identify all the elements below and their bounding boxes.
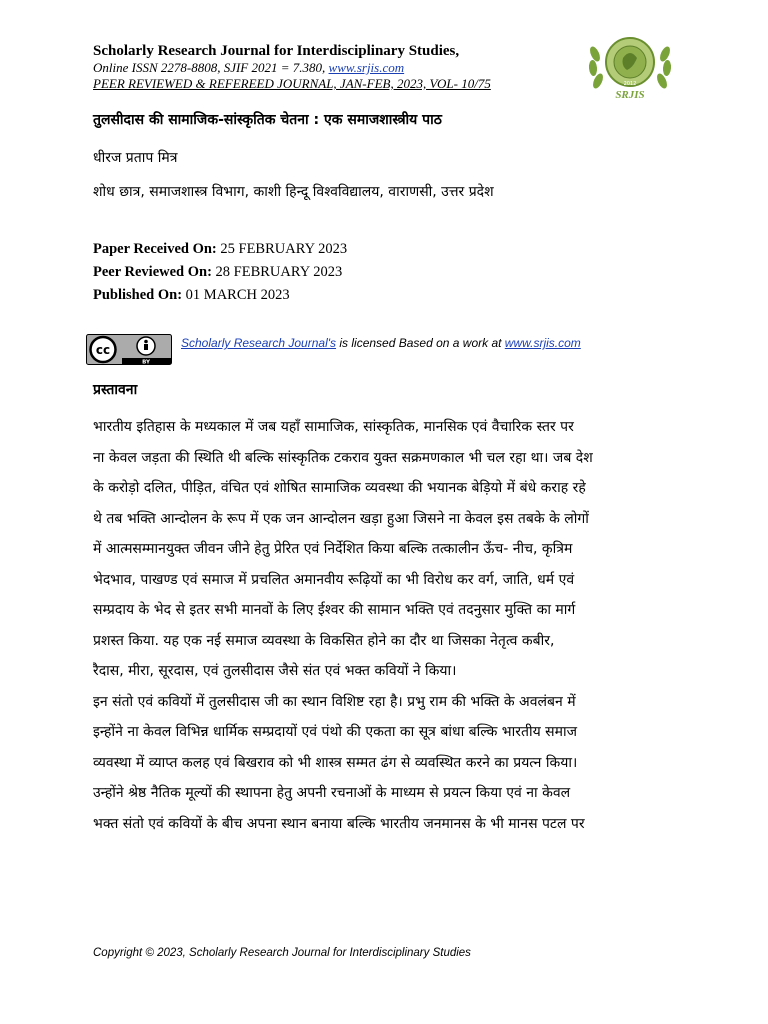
- text-line: प्रशस्त किया. यह एक नई समाज व्यवस्था के विकसित होने का दौर था जिसका नेतृत्व कबीर,: [93, 632, 555, 649]
- text-line: भारतीय इतिहास के मध्यकाल में जब यहाँ सामाजिक, सांस्कृतिक, मानसिक एवं वैचारिक स्तर पर: [93, 419, 574, 435]
- logo-text: SRJIS: [615, 89, 645, 100]
- journal-license-link[interactable]: Scholarly Research Journal's: [181, 336, 337, 350]
- srjis-logo: [585, 28, 675, 100]
- reviewed-date: Peer Reviewed On: 28 FEBRUARY 2023: [93, 264, 343, 280]
- attribution-icon: [144, 340, 148, 344]
- text-line: इन्होंने ना केवल विभिन्न धार्मिक सम्प्रदायों एवं पंथो की एकता का सूत्र बांधा बल्कि भारतीय समाज: [93, 724, 578, 740]
- author-name: धीरज प्रताप मित्र: [93, 150, 178, 166]
- published-date: Published On: 01 MARCH 2023: [93, 287, 290, 303]
- text-line: उन्होंने श्रेष्ठ नैतिक मूल्यों की स्थापना हेतु अपनी रचनाओं के माध्यम से प्रयत्न किया एवं ना केवल: [93, 785, 571, 801]
- journal-title: Scholarly Research Journal for Interdisciplinary Studies,: [93, 43, 460, 59]
- text-line: के करोड़ो दलित, पीड़ित, वंचित एवं शोषित सामाजिक व्यवस्था की भयानक बेड़ियो में बंधे कराह रहे: [93, 480, 586, 496]
- text-line: इन संतो एवं कवियों में तुलसीदास जी का स्थान विशिष्ट रहा है। प्रभु राम की भक्ति के अवलंबन में: [93, 693, 576, 710]
- text-line: सम्प्रदाय के भेद से इतर सभी मानवों के लिए ईश्वर की सामान भक्ति एवं तदनुसार मुक्ति का मार्ग: [93, 602, 576, 618]
- author-affiliation: शोध छात्र, समाजशास्त्र विभाग, काशी हिन्दू विश्वविद्यालय, वाराणसी, उत्तर प्रदेश: [93, 184, 494, 200]
- publication-dates: [93, 238, 347, 307]
- text-line: में आत्मसम्मानयुक्त जीवन जीने हेतु प्रेरित एवं निर्देशित किया बल्कि तत्कालीन ऊँच- नीच, कृत्रिम: [93, 541, 573, 557]
- issn-text: Online ISSN 2278-8808, SJIF 2021 = 7.380,: [93, 60, 329, 75]
- received-date: Paper Received On: 25 FEBRUARY 2023: [93, 241, 348, 257]
- issn-line: [93, 60, 563, 76]
- text-line: थे तब भक्ति आन्दोलन के रूप में एक जन आन्दोलन खड़ा हुआ जिसने ना केवल इस तबके के लोगों: [93, 510, 589, 527]
- license-statement: Scholarly Research Journal's is licensed Based on a work at www.srjis.com: [181, 336, 581, 350]
- peer-review-line: PEER REVIEWED & REFEREED JOURNAL, JAN-FEB, 2023, VOL- 10/75: [93, 76, 491, 91]
- logo-year: 2012: [623, 81, 637, 87]
- license-website-link[interactable]: www.srjis.com: [504, 336, 581, 350]
- text-line: व्यवस्था में व्याप्त कलह एवं बिखराव को भी शास्त्र सम्मत ढंग से व्यवस्थित करने का प्रयत्न किया।: [93, 754, 578, 771]
- copyright-footer: Copyright © 2023, Scholarly Research Journal for Interdisciplinary Studies: [93, 947, 471, 959]
- text-line: ना केवल जड़ता की स्थिति थी बल्कि सांस्कृतिक टकराव युक्त सक्रमणकाल भी चल रहा था। जब देश: [93, 449, 593, 466]
- cc-icon: cc: [95, 343, 111, 357]
- text-line: भेदभाव, पाखण्ड एवं समाज में प्रचलित अमानवीय रूढ़ियों का भी विरोध कर वर्ग, जाति, धर्म एवं: [93, 571, 575, 588]
- article-title: तुलसीदास की सामाजिक-सांस्कृतिक चेतना : एक समाजशास्त्रीय पाठ: [93, 112, 442, 128]
- website-link[interactable]: www.srjis.com: [328, 60, 405, 75]
- cc-by-license-badge[interactable]: [86, 334, 172, 365]
- text-line: भक्त संतो एवं कवियों के बीच अपना स्थान बनाया बल्कि भारतीय जनमानस के भी मानस पटल पर: [93, 815, 585, 832]
- by-label: BY: [142, 359, 150, 365]
- text-line: रैदास, मीरा, सूरदास, एवं तुलसीदास जैसे संत एवं भक्त कवियों ने किया।: [93, 663, 457, 679]
- section-heading: प्रस्तावना: [93, 382, 138, 398]
- journal-header: [93, 42, 563, 92]
- body-paragraph: [93, 412, 675, 839]
